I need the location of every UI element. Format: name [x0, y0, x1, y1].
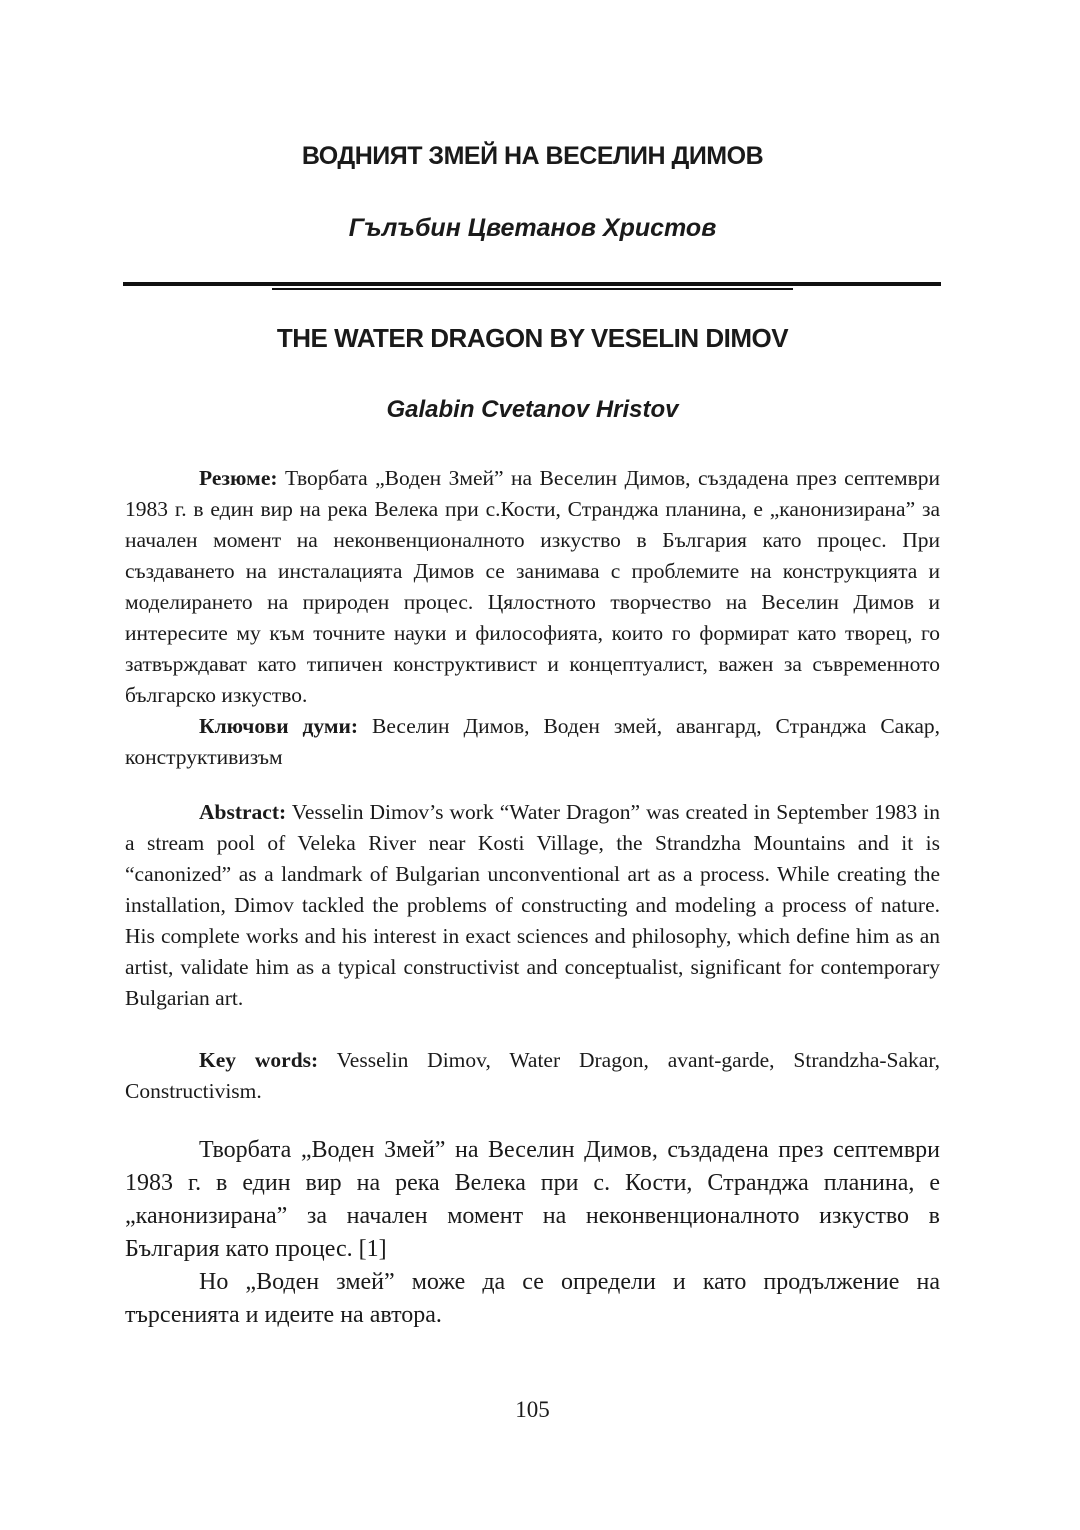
page-number: 105 — [515, 1397, 550, 1422]
keywords-en-text: Vesselin Dimov, Water Dragon, avant-garde, Strandzha-Sakar, Constructivism. — [125, 1048, 940, 1103]
abstract-en — [125, 797, 940, 1014]
summary-bg — [125, 463, 940, 711]
abstract-en-label: Abstract: — [199, 800, 287, 824]
keywords-bg-label: Ключови думи: — [199, 714, 359, 738]
divider-thin — [272, 288, 793, 290]
article-title-en: THE WATER DRAGON BY VESELIN DIMOV — [276, 323, 789, 353]
body-paragraph-2: Но „Воден змей” може да се определи и като продължение на търсенията и идеите на автора. — [125, 1269, 940, 1328]
keywords-en — [125, 1045, 940, 1107]
keywords-en-label: Key words: — [199, 1048, 319, 1072]
article-author-bg: Гълъбин Цветанов Христов — [348, 214, 717, 242]
keywords-bg-text: Веселин Димов, Воден змей, авангард, Странджа Сакар, конструктивизъм — [125, 714, 940, 769]
summary-bg-text: Творбата „Воден Змей” на Веселин Димов, създадена през септември 1983 г. в един вир на река Велека при с.Кости, Странджа планина, е „канонизирана” за начален момент на неконвенционалното изкуство в България като процес. При създаването на инсталацията Димов се занимава с проблемите на конструкцията и моделирането на природен процес. Цялостното творчество на Веселин Димов и интересите му към точните науки и философията, които го формират като творец, го затвърждават като типичен конструктивист и концептуалист, важен за съвременното българско изкуство. — [125, 466, 940, 707]
divider-thick — [123, 282, 941, 286]
article-author-en: Galabin Cvetanov Hristov — [386, 396, 679, 423]
body-paragraph-1: Творбата „Воден Змей” на Веселин Димов, създадена през септември 1983 г. в един вир на река Велека при с. Кости, Странджа планина, е „канонизирана” за начален момент на неконвенционалното изкуство в България като процес. [1] — [125, 1137, 940, 1262]
abstract-en-text: Vesselin Dimov’s work “Water Dragon” was created in September 1983 in a stream pool of Veleka River near Kosti Village, the Strandzha Mountains and it is “canonized” as a landmark of Bulgarian unconventional art as a process. While creating the installation, Dimov tackled the problems of constructing and modeling a process of nature. His complete works and his interest in exact sciences and philosophy, which define him as an artist, validate him as a typical constructivist and conceptualist, significant for contemporary Bulgarian art. — [125, 800, 940, 1010]
summary-bg-label: Резюме: — [199, 466, 278, 490]
article-title-bg: ВОДНИЯТ ЗМЕЙ НА ВЕСЕЛИН ДИМОВ — [301, 142, 764, 170]
keywords-bg — [125, 711, 940, 773]
